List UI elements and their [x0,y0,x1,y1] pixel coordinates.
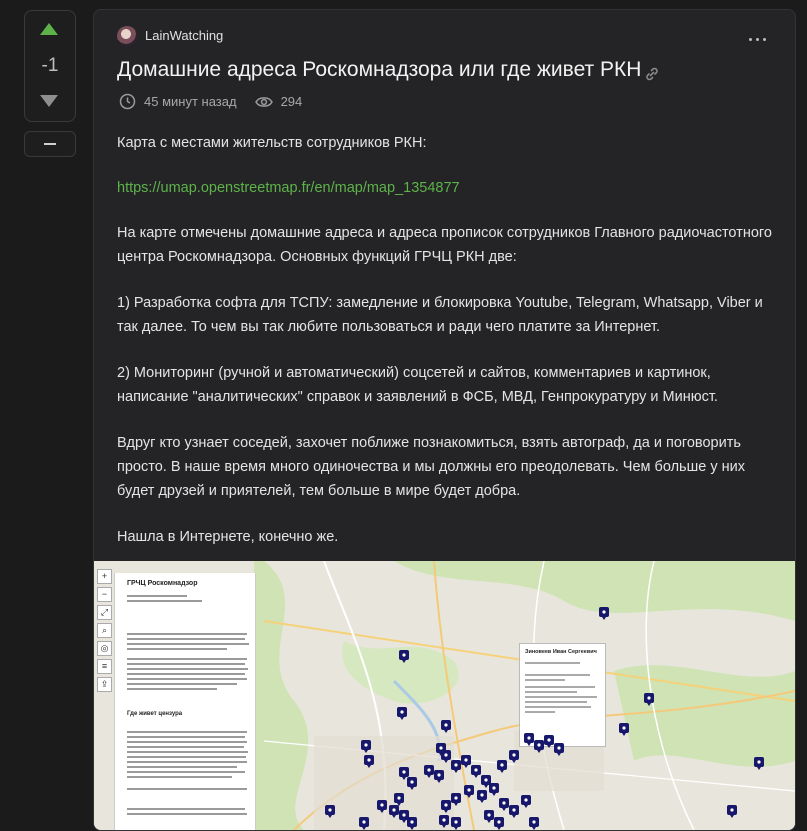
paragraph: 1) Разработка софта для ТСПУ: замедление и блокировка Youtube, Telegram, Whatsapp, Viber и так далее. То чем вы так любите пользоваться и ради чего платите за Интернет. [117,295,763,335]
upvote-icon[interactable] [40,23,58,35]
fullscreen-icon[interactable]: ⤢ [97,605,112,620]
zoom-out-icon[interactable]: − [97,587,112,602]
map-link[interactable]: https://umap.openstreetmap.fr/en/map/map_1354877 [117,180,460,196]
vote-panel [24,10,76,122]
popup-name: Зиновеев Иван Сергеевич [525,649,597,655]
paragraph: 2) Мониторинг (ручной и автоматический) соцсетей и сайтов, комментариев и картинок, написание "аналитических" справок и заявлений в ФСБ, МВД, Генпрокуратуру и Минюст. [117,365,718,405]
map-markers [94,561,795,830]
zoom-in-icon[interactable]: + [97,569,112,584]
collapse-button[interactable] [24,131,76,157]
locate-icon[interactable]: ◎ [97,641,112,656]
author-name[interactable]: LainWatching [145,28,224,43]
paragraph: Карта с местами жительств сотрудников РКН: [117,135,427,151]
minus-icon [44,143,56,145]
clock-icon [119,93,136,110]
link-icon[interactable] [644,66,660,82]
eye-icon [255,95,273,109]
paragraph: Вдруг кто узнает соседей, захочет поближе познакомиться, взять автограф, да и поговорить просто. В наше время много одиночества и мы должны его преодолевать. Чем больше у них будет друзей и приятелей, тем больше в мире будет добра. [117,435,745,499]
map-panel-title: ГРЧЦ Роскомнадзор [127,580,198,587]
map-screenshot-image[interactable] [94,561,795,830]
vote-count: -1 [41,55,59,76]
paragraph-link-wrap [117,176,777,200]
post-title[interactable]: Домашние адреса Роскомнадзора или где живет РКН [117,58,642,81]
post-time: 45 минут назад [144,94,237,109]
post-card [93,9,796,831]
layers-icon[interactable]: ≡ [97,659,112,674]
downvote-icon[interactable] [40,95,58,107]
more-options-icon[interactable] [749,38,766,44]
post-meta [119,93,320,110]
view-count: 294 [280,94,303,109]
avatar[interactable] [117,26,137,46]
paragraph: На карте отмечены домашние адреса и адреса прописок сотрудников Главного радиочастотного центра Роскомнадзора. Основных функций ГРЧЦ РКН две: [117,225,772,265]
search-icon[interactable]: ⌕ [97,623,112,638]
map-panel-section: Где живет цензура [127,711,183,717]
paragraph: Нашла в Интернете, конечно же. [117,529,339,545]
share-icon[interactable]: ⇪ [97,677,112,692]
